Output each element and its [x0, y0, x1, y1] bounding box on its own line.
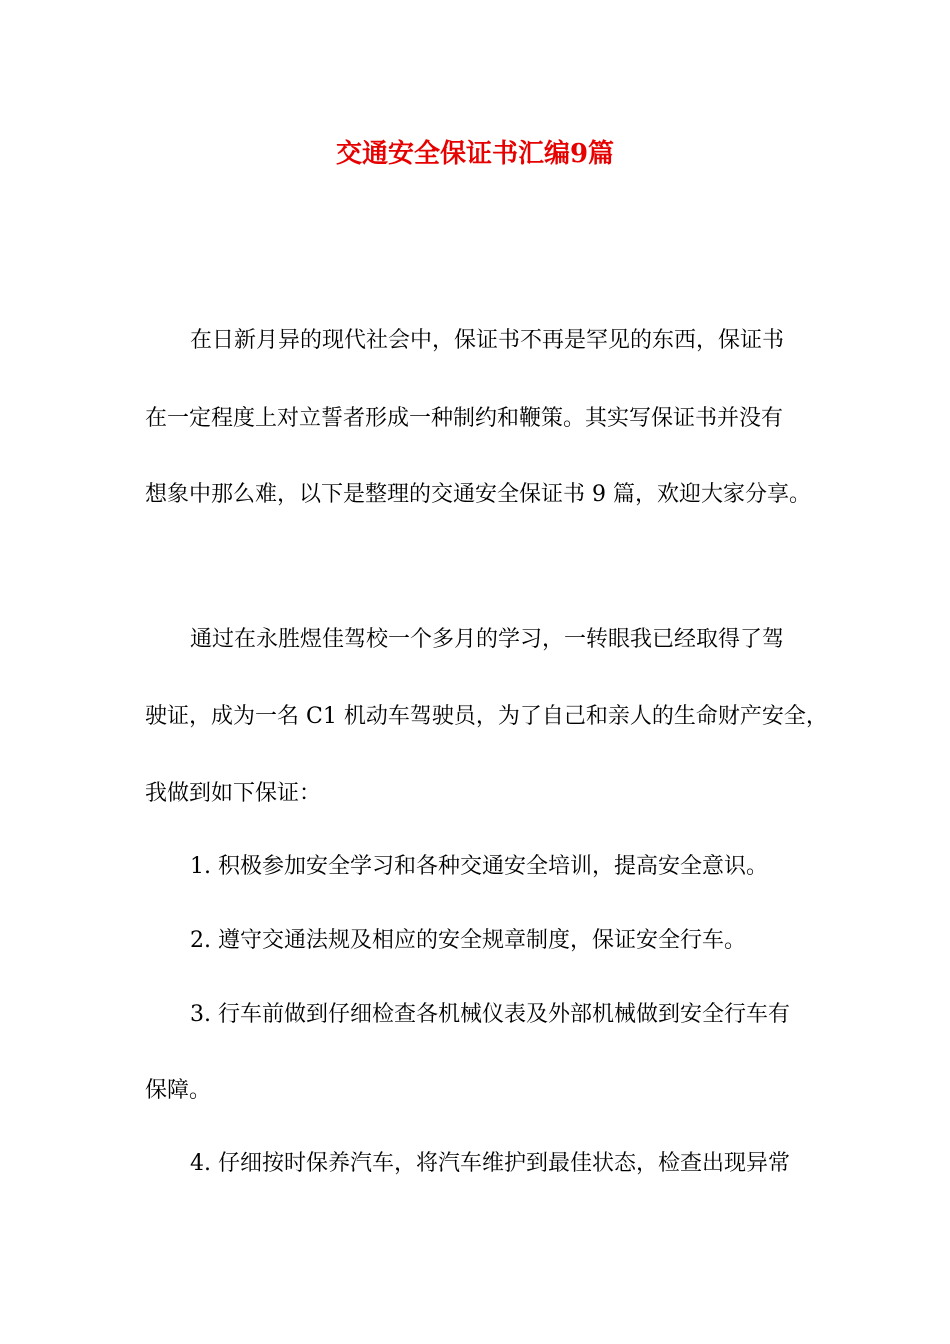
intro-line-1: 在日新月异的现代社会中，保证书不再是罕见的东西，保证书	[190, 328, 785, 353]
intro-line-2: 在一定程度上对立誓者形成一种制约和鞭策。其实写保证书并没有	[145, 406, 784, 431]
document-title: 交通安全保证书汇编9篇	[335, 139, 615, 169]
intro-line-3: 想象中那么难，以下是整理的交通安全保证书 9 篇，欢迎大家分享。	[145, 482, 811, 507]
item-3-continuation: 保障。	[145, 1078, 212, 1103]
body-line-2: 驶证，成为一名 C1 机动车驾驶员，为了自己和亲人的生命财产安全，	[145, 704, 828, 729]
item-2: 2. 遵守交通法规及相应的安全规章制度，保证安全行车。	[190, 928, 746, 953]
item-4: 4. 仔细按时保养汽车，将汽车维护到最佳状态，检查出现异常	[190, 1151, 790, 1176]
item-1: 1. 积极参加安全学习和各种交通安全培训，提高安全意识。	[190, 854, 768, 879]
body-line-3: 我做到如下保证：	[145, 781, 322, 806]
body-line-1: 通过在永胜煜佳驾校一个多月的学习，一转眼我已经取得了驾	[190, 627, 785, 652]
item-3: 3. 行车前做到仔细检查各机械仪表及外部机械做到安全行车有	[190, 1002, 790, 1027]
